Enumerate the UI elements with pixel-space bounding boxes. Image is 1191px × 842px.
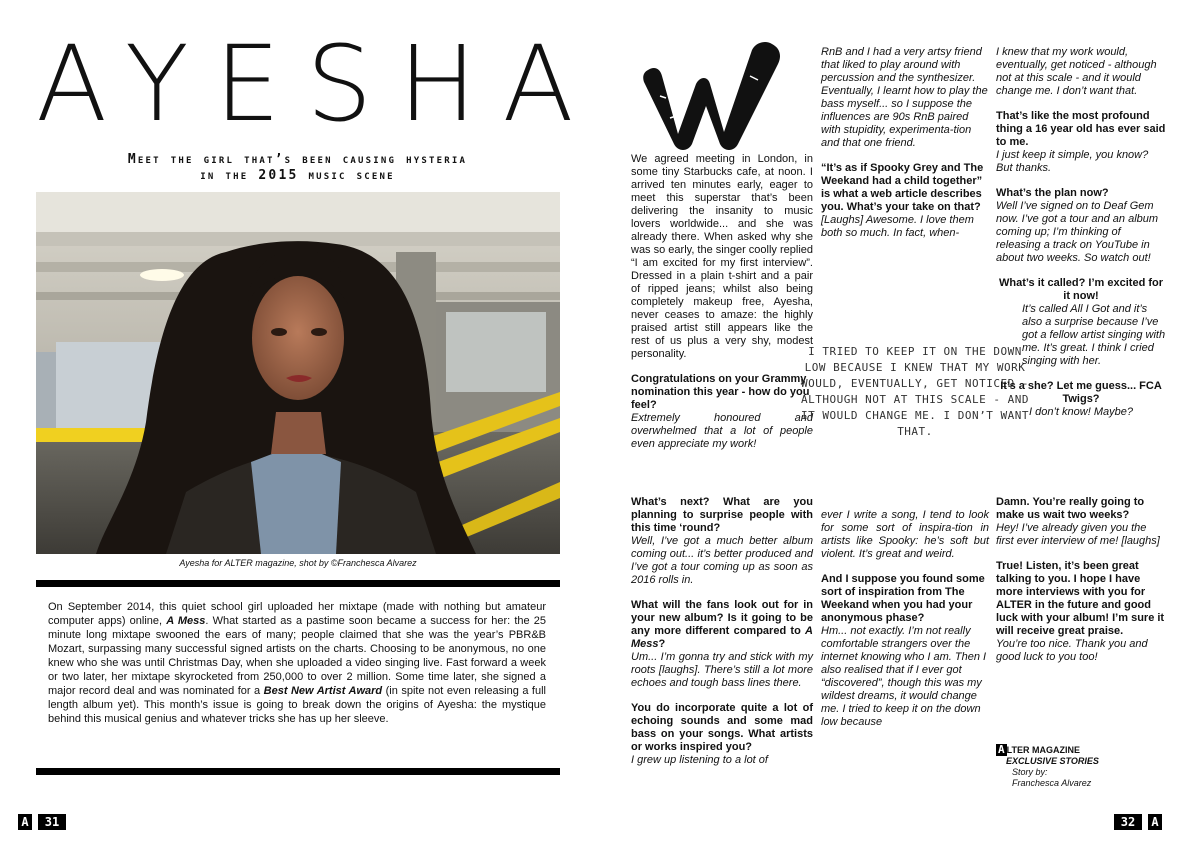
bottom-rule-divider: [36, 768, 560, 775]
column-2-top: [821, 46, 989, 252]
answer-grammy: Extremely honoured and overwhelmed that a lot of people even appreciate my work!: [631, 412, 813, 450]
answer-anonymous: Hm... not exactly. I’m not really comfortable strangers over the internet knowing who I am. Then I also realised that if I ever got “discovered”, though this was my wildest dreams, it would change me. I tried to keep it on the down low because: [821, 625, 987, 728]
article-intro-text: We agreed meeting in London, in some tiny Starbucks cafe, at noon. I arrived ten minutes early, eager to meet this superstar that’s been delivering the insanity to music lovers worldwide... and she was already there. When asked why she was so early, the singer coolly replied “I am excited for my first interview”. Dressed in a plain t-shirt and a pair of ripped jeans; whilst also being completely makeup free, Ayesha, never ceases to amaze: the highly praised artist still appears like the rest of us plus a very shy, modest personality.: [631, 153, 813, 360]
answer-called: It’s called All I Got and it’s also a surprise because I’ve got a fellow artist singing with me. It’s great. I think I cried singing with her.: [1022, 303, 1166, 367]
answer-new-album: Um... I’m gonna try and stick with my roots [laughs]. There’s still a lot more echoes and tough bass lines there.: [631, 651, 813, 689]
credit-exclusive: EXCLUSIVE STORIES: [1006, 756, 1099, 766]
mixtape-title: A Mess: [166, 615, 206, 627]
answer-profound: I just keep it simple, you know? But thanks.: [996, 149, 1149, 174]
question-called: What’s it called? I’m excited for it now!: [998, 277, 1164, 302]
question-grammy: Congratulations on your Grammy nomination this year - how do you feel?: [631, 373, 810, 411]
answer-influences: RnB and I had a very artsy friend that liked to play around with percussion and the synthesizer. Eventually, I learnt how to play the bass myself... so I suppose the influences are 90s RnB paired with stupidity, experimenta-tion and that one friend.: [821, 46, 988, 149]
page-number-right: 32: [1114, 814, 1142, 830]
photo-caption: Ayesha for ALTER magazine, shot by ©Franchesca Alvarez: [179, 558, 417, 568]
intro-paragraph: [48, 600, 546, 726]
page-letter-badge-right: A: [1148, 814, 1162, 830]
intro-text-1: On September 2014, this quiet school girl uploaded her mixtape (made with nothing but amateur computer apps) online,: [48, 601, 546, 627]
answer-noticed: I knew that my work would, eventually, get noticed - although not at this scale - and it would change me. I don’t want that.: [996, 46, 1157, 97]
question-album-title: A Mess: [631, 625, 813, 650]
column-2-bottom: [821, 509, 989, 729]
credit-author: Franchesca Alvarez: [1012, 778, 1092, 788]
award-name: Best New Artist Award: [263, 685, 383, 697]
column-1-bottom: [631, 496, 813, 767]
page-letter-badge-left: A: [18, 814, 32, 830]
question-next: What’s next? What are you planning to surprise people with this time ‘round?: [631, 496, 813, 534]
question-spooky-grey: “It’s as if Spooky Grey and The Weekand had a child together” is what a web article describes you. What’s your take on that?: [821, 162, 984, 213]
answer-two-weeks: Hey! I’ve already given you the first ever interview of me! [laughs]: [996, 522, 1160, 547]
portrait-photo: [36, 192, 560, 554]
article-subtitle: [36, 152, 559, 184]
question-profound: That’s like the most profound thing a 16 year old has ever said to me.: [996, 110, 1166, 148]
column-3-top: [996, 46, 1166, 431]
intro-text-3: (in spite not even releasing a full length album yet). This month’s issue is going to break down the origins of Ayesha: the mystique behind this musical genius and whatever tricks she has up her sleeve.: [48, 685, 546, 725]
answer-spooky-grey: [Laughs] Awesome. I love them both so much. In fact, when-: [821, 214, 974, 239]
intro-text-2: . What started as a pastime soon became a success for her: the 25 minute long mixtape swooned the ears of many; people claimed that she was the year’s PBR&B Mozart, surpassing many successful signed artists on the charts. Choosing to be anonymous, no one knew who she was until Christmas Day, when she uploaded a video singing live. Fast forward a week or two later, her mixtape skyrocketed from 250,000 to over 2 million. Some time later, she signed a major record deal and was nominated for a: [48, 615, 547, 697]
question-she: It’s a she? Let me guess... FCA Twigs?: [1000, 380, 1162, 405]
column-1-top: [631, 153, 813, 451]
question-anonymous: And I suppose you found some sort of inspiration from The Weekand when you had your anonymous phase?: [821, 573, 985, 624]
column-3-bottom: [996, 496, 1166, 676]
question-plan: What’s the plan now?: [996, 187, 1109, 199]
question-closing: True! Listen, it’s been great talking to you. I hope I have more interviews with you for ALTER in the future and good luck with your album! I’m sure it will receive great praise.: [996, 560, 1165, 637]
subtitle-line-1: Meet the girl that’s been causing hysteria: [127, 152, 468, 167]
answer-inspiration-continued: ever I write a song, I tend to look for some sort of inspira-tion in artists like Spooky: he’s soft but violent. It’s great and weird.: [821, 509, 989, 560]
answer-next: Well, I’ve got a much better album coming out... it’s better produced and I’ve got a tour coming up as soon as 2016 rolls in.: [631, 535, 813, 586]
pull-quote: I TRIED TO KEEP IT ON THE DOWN LOW BECAUSE I KNEW THAT MY WORK WOULD, EVENTUALLY, GET NOTICED - ALTHOUGH NOT AT THIS SCALE - AND IT WOULD CHANGE ME. I DON’T WANT THAT.: [801, 345, 1029, 438]
answer-inspired: I grew up listening to a lot of: [631, 754, 768, 766]
answer-plan: Well I’ve signed on to Deaf Gem now. I’ve got a tour and an album coming up; I’m thinking of releasing a track on YouTube in about two weeks. So watch out!: [996, 200, 1159, 264]
parking-garage-portrait-illustration: [36, 192, 560, 554]
page-number-left: 31: [38, 814, 66, 830]
question-two-weeks: Damn. You’re really going to make us wait two weeks?: [996, 496, 1145, 521]
article-title: AYESHA: [36, 23, 600, 145]
answer-closing: You’re too nice. Thank you and good luck to you too!: [996, 638, 1148, 663]
question-new-album: What will the fans look out for in your new album? Is it going to be any more different compared to: [631, 599, 813, 637]
top-rule-divider: [36, 580, 560, 587]
answer-she: I don’t know! Maybe?: [1029, 406, 1133, 418]
question-mark: ?: [658, 638, 666, 650]
credit-magazine: LTER MAGAZINE: [1006, 745, 1080, 755]
dropcap-w-brush-icon: [640, 36, 790, 152]
story-credit: [996, 744, 1146, 789]
subtitle-line-2: in the 2015 music scene: [200, 168, 395, 183]
credit-story-by: Story by:: [1012, 767, 1048, 777]
alter-logo-icon: A: [998, 743, 1005, 756]
question-inspired: You do incorporate quite a lot of echoing sounds and some mad bass on your songs. What artists or works inspired you?: [631, 702, 813, 753]
